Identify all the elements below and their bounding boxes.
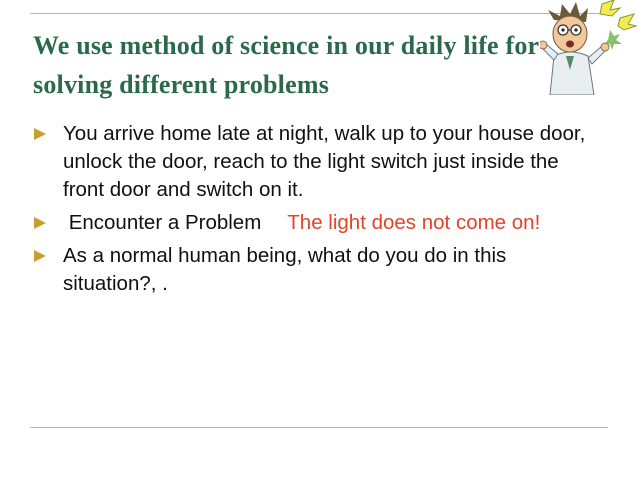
bullet-text: You arrive home late at night, walk up to your house door, unlock the door, reach to the light switch just inside the front door and switch on it. <box>63 122 586 201</box>
bullet-triangle-icon <box>34 128 46 140</box>
bullet-text: Encounter a Problem <box>63 211 262 234</box>
bullet-item <box>34 209 604 237</box>
bullet-list <box>34 120 604 303</box>
top-divider <box>30 13 608 14</box>
bottom-divider <box>30 427 608 428</box>
highlighted-text: The light does not come on! <box>287 211 541 234</box>
bullet-triangle-icon <box>34 217 46 229</box>
bullet-item <box>34 242 604 298</box>
slide-title: We use method of science in our daily life for solving different problems <box>33 31 539 99</box>
bullet-triangle-icon <box>34 250 46 262</box>
bullet-item <box>34 120 604 204</box>
bullet-text: As a normal human being, what do you do in this situation?, . <box>63 244 507 295</box>
surprised-scientist-icon <box>540 0 638 95</box>
